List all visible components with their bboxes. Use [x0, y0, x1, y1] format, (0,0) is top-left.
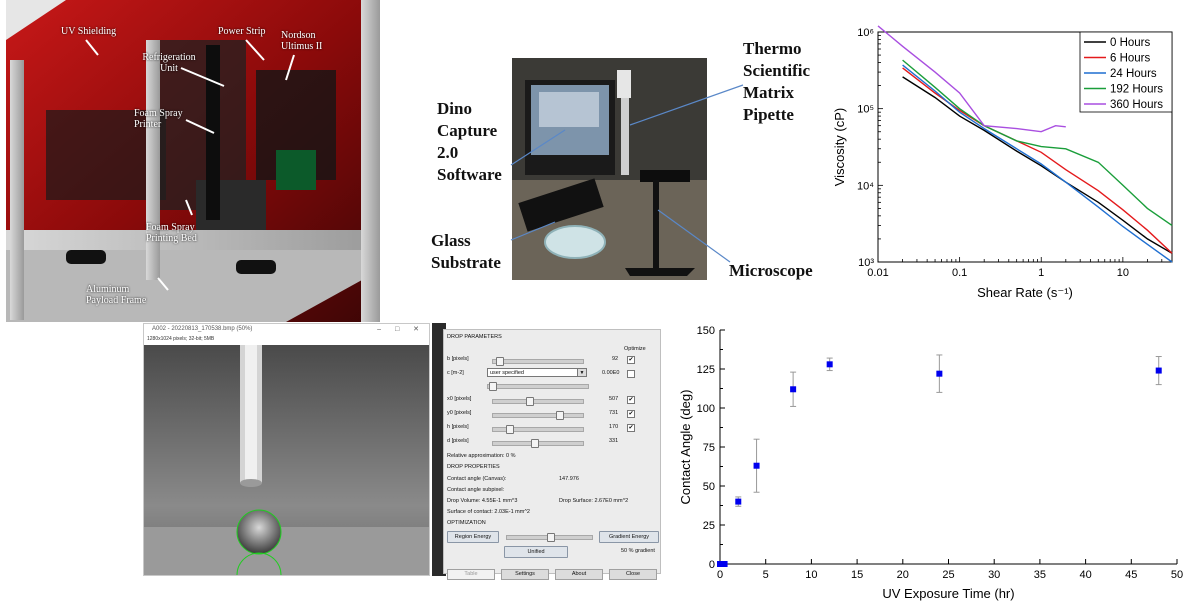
param-c-mode-select[interactable] [487, 368, 587, 377]
microscope-setup-figure [425, 30, 845, 290]
x-tick-label: 30 [988, 569, 1001, 581]
y-tick-label: 0 [708, 559, 715, 571]
microscope-label: Microscope [729, 261, 813, 280]
data-point [936, 371, 942, 377]
data-point [722, 561, 728, 567]
dino-capture-software-label: Dino Capture 2.0 Software [437, 99, 502, 184]
param-c-slider-knob[interactable] [489, 382, 497, 391]
x-tick-label: 25 [942, 569, 955, 581]
x-axis-label: Shear Rate (s⁻¹) [977, 285, 1073, 300]
drop-volume: Drop Volume: 4.55E-1 mm^3 [447, 498, 518, 504]
viscosity-chart [830, 20, 1188, 312]
param-x0-slider[interactable] [492, 399, 584, 404]
tab-close[interactable]: Close [609, 569, 657, 580]
energy-balance-slider[interactable] [506, 535, 593, 540]
data-point [754, 463, 760, 469]
image-window [143, 323, 430, 576]
tab-settings[interactable]: Settings [501, 569, 549, 580]
x-axis-label: UV Exposure Time (hr) [882, 586, 1015, 601]
x-tick-label: 1 [1038, 267, 1045, 279]
foam-spray-printer-label: Foam Spray Printer [134, 108, 183, 130]
optimize-label: Optimize [624, 346, 646, 352]
param-c-optimize-checkbox[interactable] [627, 370, 635, 378]
optimization-heading: OPTIMIZATION [447, 520, 486, 526]
drop-parameters-heading: DROP PARAMETERS [447, 334, 502, 340]
param-b-optimize-checkbox[interactable]: ✔ [628, 357, 634, 363]
contact-angle-value: 147.976 [559, 476, 579, 482]
x-tick-label: 10 [1116, 267, 1129, 279]
contact-angle-chart-svg [670, 322, 1188, 605]
x-tick-label: 40 [1079, 569, 1092, 581]
contact-angle-chart [670, 322, 1188, 605]
legend-label-4: 360 Hours [1110, 99, 1164, 111]
param-y0-slider[interactable] [492, 413, 584, 418]
image-window-titlebar [144, 324, 429, 335]
chevron-down-icon: ▼ [577, 369, 586, 376]
y-tick-label: 125 [696, 364, 715, 376]
legend [1080, 32, 1172, 112]
param-h-label: h [pixels] [447, 424, 469, 430]
thermo-pipette-label: Thermo Scientific Matrix Pipette [743, 39, 811, 124]
x-tick-label: 0.1 [951, 267, 968, 279]
aluminum-payload-frame-label: Aluminum Payload Frame [86, 284, 147, 306]
param-x0-value: 507 [609, 396, 619, 402]
tab-about[interactable]: About [555, 569, 603, 580]
x-tick-label: 50 [1170, 569, 1184, 581]
param-h-optimize-checkbox[interactable]: ✔ [628, 425, 634, 431]
x-tick-label: 45 [1125, 569, 1138, 581]
param-y0-value: 731 [609, 410, 619, 416]
param-y0-slider-knob[interactable] [556, 411, 564, 420]
param-b-value: 92 [612, 356, 619, 362]
glass-substrate-label: Glass Substrate [431, 231, 501, 272]
nordson-ultimus-label: Nordson Ultimus II [281, 30, 323, 52]
droplet-image [144, 345, 429, 575]
y-axis-label: Contact Angle (deg) [678, 389, 693, 505]
param-x0-label: x0 [pixels] [447, 396, 472, 402]
legend-label-0: 0 Hours [1110, 37, 1151, 49]
printer-enclosure-photo [6, 0, 380, 322]
x-tick-label: 20 [896, 569, 909, 581]
viscosity-chart-svg [830, 20, 1188, 312]
param-d-slider[interactable] [492, 441, 584, 446]
param-y0-optimize-checkbox[interactable]: ✔ [628, 411, 634, 417]
y-tick-label: 10⁵ [857, 103, 874, 116]
y-tick-label: 25 [702, 520, 715, 532]
data-point [1156, 368, 1162, 374]
x-tick-label: 35 [1033, 569, 1047, 581]
x-tick-label: 5 [762, 569, 769, 581]
drop-analysis-software [143, 323, 663, 576]
x-tick-label: 0 [716, 569, 724, 581]
param-c-label: c [m-2] [447, 370, 464, 376]
param-y0-label: y0 [pixels] [447, 410, 472, 416]
param-d-value: 331 [609, 438, 619, 444]
region-energy-button[interactable]: Region Energy [447, 531, 499, 543]
param-b-slider[interactable] [492, 359, 584, 364]
y-tick-label: 100 [696, 403, 715, 415]
gradient-percent: 50 % gradient [621, 548, 655, 554]
unified-button[interactable]: Unified [504, 546, 568, 558]
y-tick-label: 75 [702, 442, 715, 454]
param-h-value: 170 [609, 424, 619, 430]
tab-table[interactable]: Table [447, 569, 495, 580]
drop-surface: Drop Surface: 2.67E0 mm^2 [559, 498, 629, 504]
y-tick-label: 150 [696, 325, 715, 337]
relative-approximation: Relative approximation: 0 % [447, 453, 516, 459]
contact-angle-subpixel: Contact angle subpixel: [447, 487, 505, 493]
legend-label-3: 192 Hours [1110, 83, 1164, 96]
window-controls[interactable]: – □ ✕ [377, 326, 425, 333]
param-x0-optimize-checkbox[interactable]: ✔ [628, 397, 634, 403]
refrigeration-unit-label: Refrigeration Unit [142, 52, 196, 74]
y-axis-label: Viscosity (cP) [832, 107, 847, 187]
x-tick-label: 15 [850, 569, 864, 581]
drop-parameters-panel [443, 329, 661, 577]
x-tick-label: 10 [805, 569, 818, 581]
param-x0-slider-knob[interactable] [526, 397, 534, 406]
y-tick-label: 50 [702, 481, 715, 493]
power-strip-label: Power Strip [218, 26, 266, 37]
data-point [790, 386, 796, 392]
param-c-mode-value: user specified [490, 370, 524, 376]
y-tick-label: 10⁴ [857, 180, 874, 193]
param-b-slider-knob[interactable] [496, 357, 504, 366]
data-point [827, 361, 833, 367]
param-d-label: d [pixels] [447, 438, 469, 444]
legend-label-2: 24 Hours [1110, 68, 1157, 80]
param-c-value: 0.00E0 [602, 370, 620, 376]
param-b-label: b [pixels] [447, 356, 469, 362]
foam-spray-printing-bed-label: Foam Spray Printing Bed [146, 222, 197, 244]
energy-balance-slider-knob[interactable] [547, 533, 555, 542]
param-h-slider[interactable] [492, 427, 584, 432]
gradient-energy-button[interactable]: Gradient Energy [599, 531, 659, 543]
param-h-slider-knob[interactable] [506, 425, 514, 434]
image-info: 1280x1024 pixels; 32-bit; 5MB [147, 336, 215, 342]
drop-properties-heading: DROP PROPERTIES [447, 464, 500, 470]
legend-label-1: 6 Hours [1110, 52, 1151, 65]
uv-shielding-label: UV Shielding [61, 26, 117, 37]
contact-angle-label: Contact angle (Canvas): [447, 476, 507, 482]
param-d-slider-knob[interactable] [531, 439, 539, 448]
window-title: A002 - 20220813_170538.bmp (50%) [152, 326, 253, 332]
surface-of-contact: Surface of contact: 2.03E-1 mm^2 [447, 509, 530, 515]
y-tick-label: 10⁶ [857, 27, 874, 39]
param-c-slider[interactable] [487, 384, 589, 389]
data-point [735, 499, 741, 505]
y-tick-label: 10³ [858, 257, 874, 269]
x-tick-label: 0.01 [867, 267, 889, 279]
